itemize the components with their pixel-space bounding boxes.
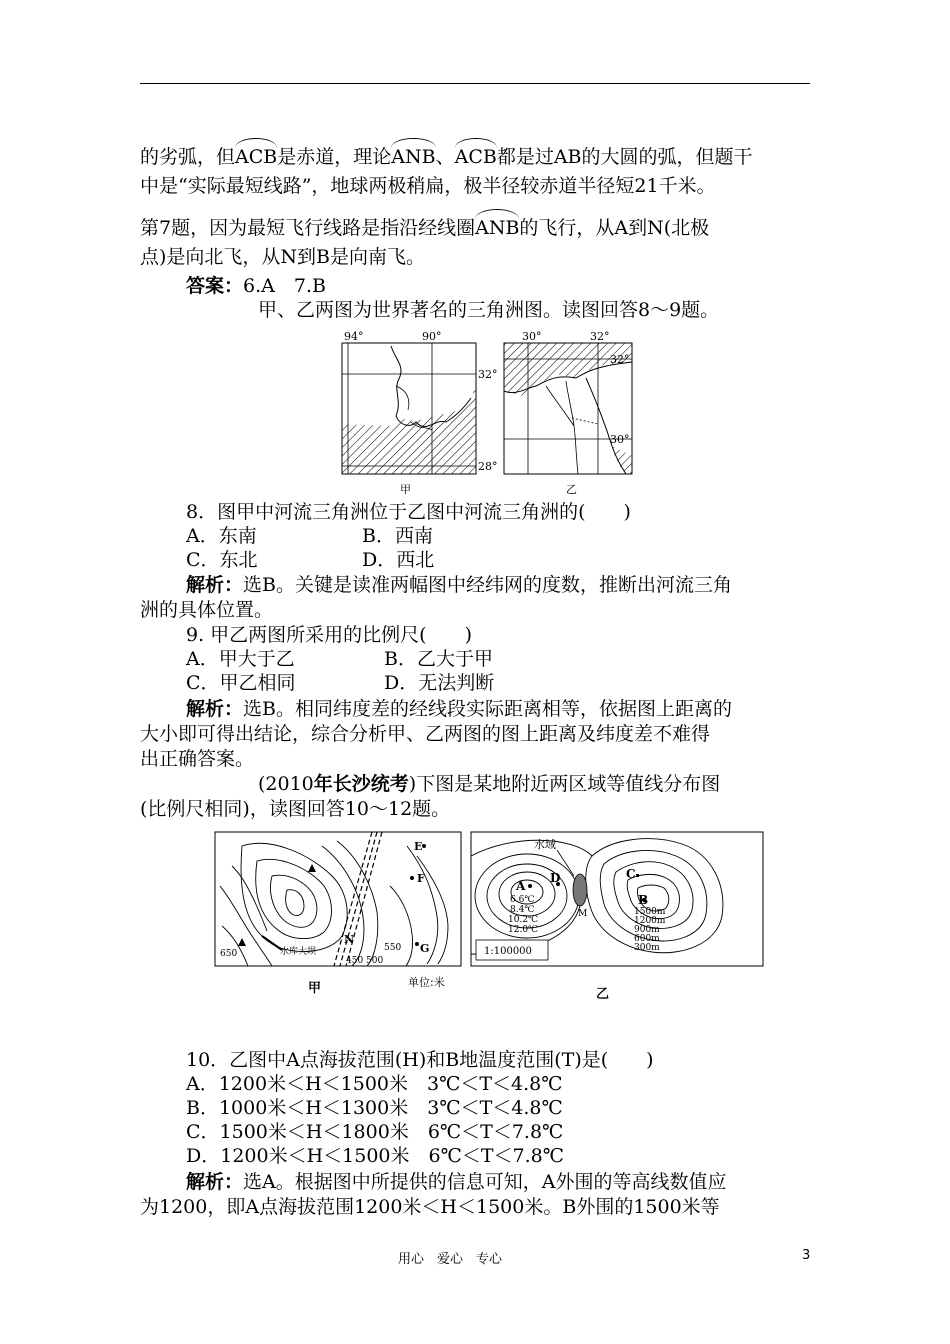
analysis-label: 解析：: [186, 698, 244, 720]
temp-label: 12.0℃: [508, 925, 539, 935]
option-8a: A．东南: [186, 525, 257, 547]
label-g: G: [420, 942, 430, 955]
answer-label: 答案：: [186, 275, 244, 297]
contour-label: 650: [220, 949, 238, 959]
lat-label: 32°: [478, 368, 498, 381]
answer-text: 6.A 7.B: [243, 275, 326, 297]
question-8: 8．图甲中河流三角洲位于乙图中河流三角洲的( ): [186, 501, 631, 523]
text: 都是过AB的大圆的弧，但题干: [496, 146, 753, 168]
text: 的飞行，从A到N(北极: [519, 217, 710, 239]
dam: [262, 936, 282, 950]
figure-intro: 甲、乙两图为世界著名的三角洲图。读图回答8～9题。: [258, 299, 720, 321]
label-c: C: [626, 867, 636, 881]
label-a: A: [516, 879, 526, 893]
sea-area: [504, 343, 632, 396]
text: )下图是某地附近两区域等值线分布图: [408, 773, 721, 795]
source-label: 年长沙统考: [313, 773, 409, 795]
label-e: E: [414, 840, 423, 853]
height-label: 1200m: [634, 916, 666, 926]
contour-label: 500: [366, 956, 384, 966]
analysis-text: 选A。根据图中所提供的信息可知，A外围的等高线数值应: [243, 1171, 727, 1193]
option-8d: D．西北: [362, 549, 435, 571]
point-a: [528, 884, 532, 888]
height-label: 300m: [634, 943, 660, 953]
peak-triangle-icon: [238, 938, 246, 946]
sea-area: [342, 386, 476, 474]
contour-label: 450: [346, 956, 364, 966]
height-label: 900m: [634, 925, 660, 935]
analysis-label: 解析：: [186, 574, 244, 596]
arc-label: ANB: [391, 146, 436, 168]
map-caption: 乙: [596, 987, 610, 1002]
analysis-8-cont: 洲的具体位置。: [140, 599, 274, 621]
question-9: 9. 甲乙两图所采用的比例尺( ): [186, 624, 472, 646]
option-9b: B．乙大于甲: [384, 648, 493, 670]
arc-label: ACB: [454, 146, 497, 168]
point-e: [422, 844, 426, 848]
footer-motto: 用心 爱心 专心: [398, 1252, 503, 1267]
text: 、: [435, 146, 455, 168]
intro-2-cont: (比例尺相同)，读图回答10～12题。: [140, 798, 451, 820]
height-label: 1500m: [634, 907, 666, 917]
map-caption: 乙: [566, 483, 577, 496]
intro-2: [258, 772, 720, 796]
analysis-10-cont: 为1200，即A点海拔范围1200米＜H＜1500米。B外围的1500米等: [140, 1196, 720, 1218]
label-n: N: [344, 933, 355, 946]
water-label: 水域: [534, 838, 556, 851]
lat-label: 28°: [478, 460, 498, 473]
contour-maps-figure: [212, 826, 768, 1006]
lon-label: 32°: [590, 330, 610, 343]
answer-line: [186, 274, 326, 298]
text-line-4: 点)是向北飞，从N到B是向南飞。: [140, 246, 426, 268]
temp-label: 6.6℃: [510, 895, 535, 905]
delta-maps-figure: [336, 326, 636, 498]
analysis-8: [186, 573, 732, 597]
option-8c: C．东北: [186, 549, 258, 571]
point-g: [415, 942, 419, 946]
label-b: B: [638, 893, 649, 907]
river: [546, 381, 578, 474]
contour-label: 550: [384, 943, 402, 953]
label-d: D: [550, 871, 561, 885]
label-f: F: [417, 872, 425, 885]
label-m: M: [578, 909, 588, 919]
scale-label: 1:100000: [484, 946, 532, 957]
text-line-3: [140, 216, 709, 240]
text-line-2: 中是“实际最短线路”，地球两极稍扁，极半径较赤道半径短21千米。: [140, 175, 716, 197]
temp-label: 8.4℃: [510, 905, 535, 915]
option-9d: D．无法判断: [384, 672, 495, 694]
peak-triangle-icon: [308, 864, 316, 872]
analysis-10: [186, 1170, 726, 1194]
option-10a: A．1200米＜H＜1500米 3℃＜T＜4.8℃: [186, 1073, 563, 1095]
arc-label: ANB: [475, 217, 520, 239]
text: (2010: [258, 773, 314, 795]
canal: [572, 418, 598, 424]
option-9c: C．甲乙相同: [186, 672, 296, 694]
lat-label: 30°: [610, 433, 630, 446]
analysis-9-cont: 大小即可得出结论，综合分析甲、乙两图的图上距离及纬度差不难得: [140, 723, 711, 745]
arc-label: ACB: [235, 146, 278, 168]
temp-label: 10.2℃: [508, 915, 539, 925]
question-10: 10．乙图中A点海拔范围(H)和B地温度范围(T)是( ): [186, 1049, 654, 1071]
option-10d: D．1200米＜H＜1500米 6℃＜T＜7.8℃: [186, 1145, 564, 1167]
point-f: [410, 876, 414, 880]
point-c: [636, 874, 639, 877]
header-rule: [140, 83, 810, 84]
unit-label: 单位:米: [408, 976, 445, 989]
analysis-text: 选B。关键是读准两幅图中经纬网的度数，推断出河流三角: [243, 574, 732, 596]
lon-label: 90°: [422, 330, 442, 343]
lon-label: 94°: [344, 330, 364, 343]
lon-label: 30°: [522, 330, 542, 343]
lat-label: 32°: [610, 353, 630, 366]
analysis-text: 选B。相同纬度差的经线段实际距离相等，依据图上距离的: [243, 698, 732, 720]
analysis-label: 解析：: [186, 1171, 244, 1193]
option-8b: B．西南: [362, 525, 433, 547]
page-number: 3: [802, 1248, 811, 1263]
map-caption: 甲: [308, 981, 322, 996]
map-caption: 甲: [400, 483, 411, 496]
height-label: 600m: [634, 934, 660, 944]
option-10b: B．1000米＜H＜1300米 3℃＜T＜4.8℃: [186, 1097, 563, 1119]
sea-area: [612, 446, 632, 474]
option-10c: C．1500米＜H＜1800米 6℃＜T＜7.8℃: [186, 1121, 564, 1143]
analysis-9-cont: 出正确答案。: [140, 748, 255, 770]
map-jia: [342, 343, 476, 474]
dam-label: 水库大坝: [280, 947, 317, 957]
text: 是赤道，理论: [277, 146, 392, 168]
text: 的劣弧，但: [140, 146, 236, 168]
water-body: [573, 874, 587, 906]
text: 第7题，因为最短飞行线路是指沿经线圈: [140, 217, 476, 239]
text-line-1: [140, 145, 753, 169]
analysis-9: [186, 697, 732, 721]
option-9a: A．甲大于乙: [186, 648, 295, 670]
